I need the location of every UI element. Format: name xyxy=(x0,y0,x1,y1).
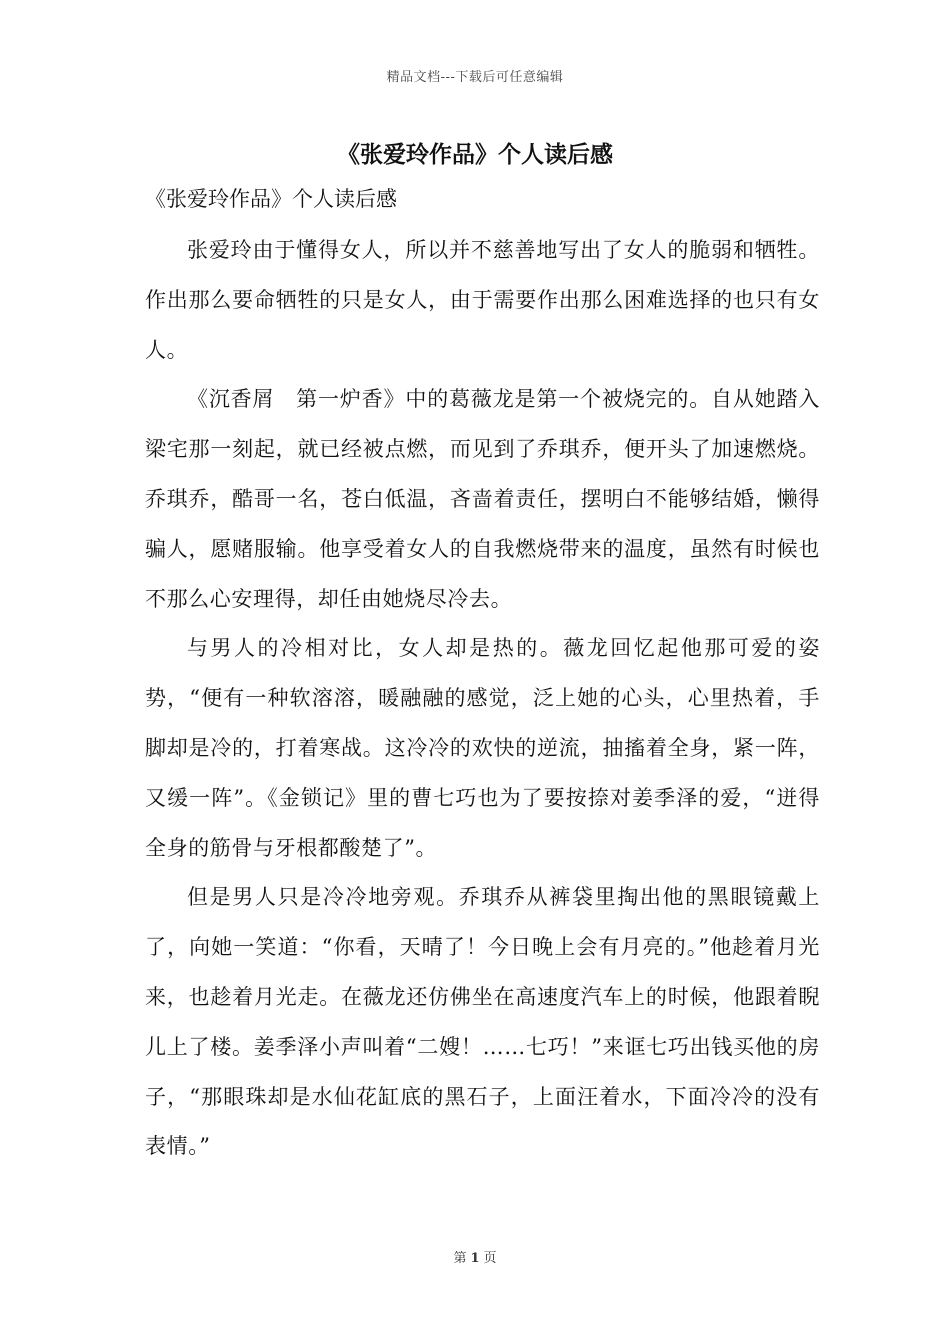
page-footer xyxy=(0,1247,950,1266)
header-note: 精品文档---下载后可任意编辑 xyxy=(386,70,564,85)
body-paragraph: 张爱玲由于懂得女人，所以并不慈善地写出了女人的脆弱和牺牲。作出那么要命牺牲的只是女人，由于需要作出那么困难选择的也只有女人。 xyxy=(145,238,820,362)
page-number: 1 xyxy=(470,1251,480,1266)
document-title: 《张爱玲作品》个人读后感 xyxy=(337,141,613,168)
document-body xyxy=(145,226,820,1172)
footer-suffix: 页 xyxy=(483,1251,497,1266)
footer-prefix: 第 xyxy=(453,1251,467,1266)
body-paragraph: 《沉香屑 第一炉香》中的葛薇龙是第一个被烧完的。自从她踏入梁宅那一刻起，就已经被点燃，而见到了乔琪乔，便开头了加速燃烧。乔琪乔，酷哥一名，苍白低温，吝啬着责任，摆明白不能够结婚，懒得骗人，愿赌服输。他享受着女人的自我燃烧带来的温度，虽然有时候也不那么心安理得，却任由她烧尽冷去。 xyxy=(145,387,820,611)
document-subtitle: 《张爱玲作品》个人读后感 xyxy=(145,187,397,211)
body-paragraph: 但是男人只是冷冷地旁观。乔琪乔从裤袋里掏出他的黑眼镜戴上了，向她一笑道：“你看，天晴了！今日晚上会有月亮的。”他趁着月光来，也趁着月光走。在薇龙还仿佛坐在高速度汽车上的时候，他跟着睨儿上了楼。姜季泽小声叫着“二嫂！……七巧！”来诓七巧出钱买他的房子，“那眼珠却是水仙花缸底的黑石子，上面汪着水，下面冷冷的没有表情。” xyxy=(145,885,820,1159)
body-paragraph: 与男人的冷相对比，女人却是热的。薇龙回忆起他那可爱的姿势，“便有一种软溶溶，暖融融的感觉，泛上她的心头，心里热着，手脚却是冷的，打着寒战。这冷冷的欢快的逆流，抽搐着全身，紧一阵，又缓一阵”。《金锁记》里的曹七巧也为了要按捺对姜季泽的爱，“迸得全身的筋骨与牙根都酸楚了”。 xyxy=(145,636,820,860)
